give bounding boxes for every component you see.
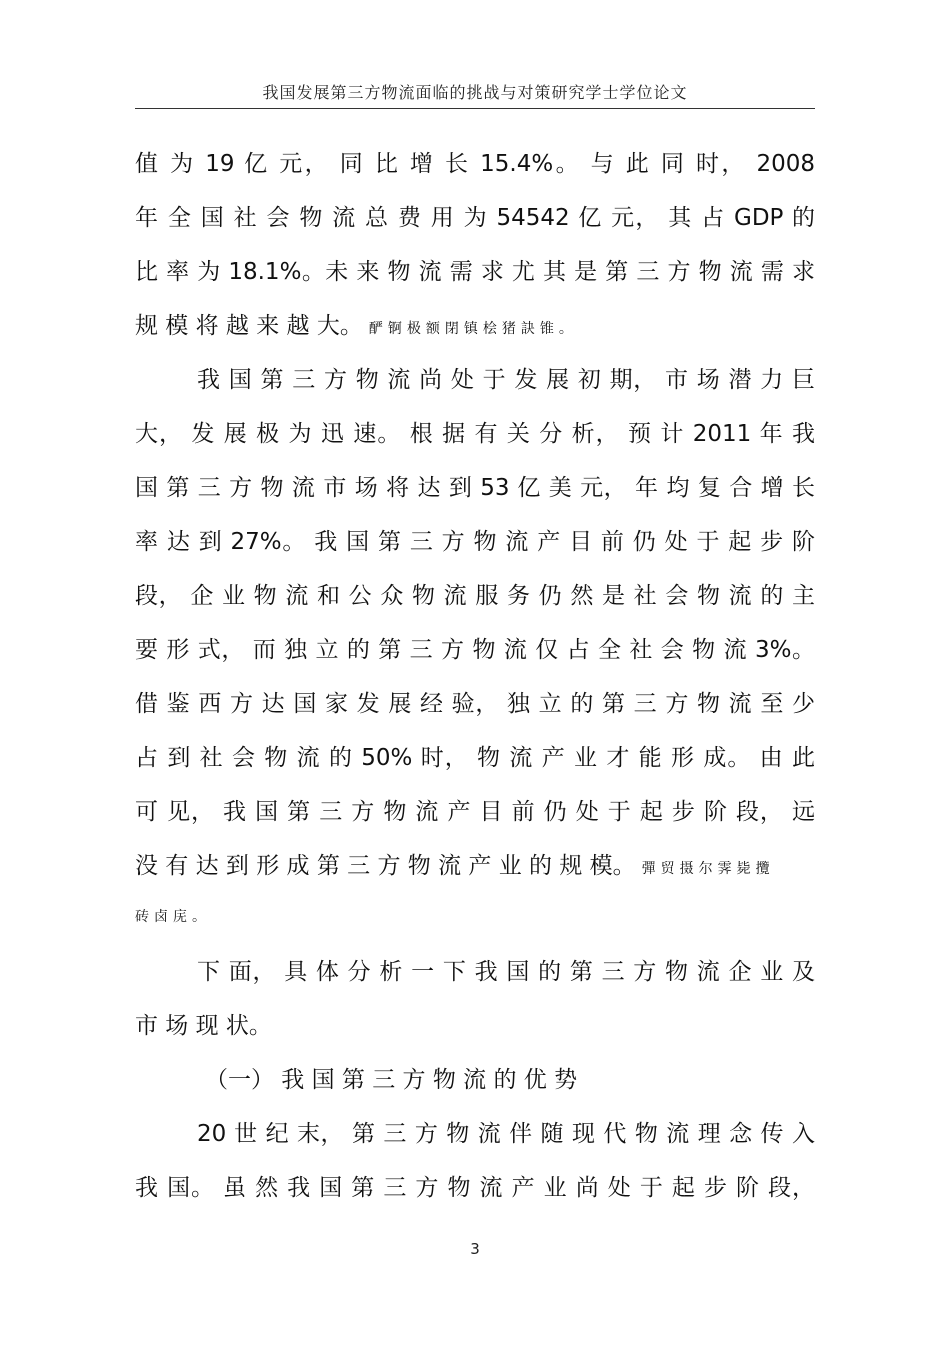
- text-span: 没 有 达 到 形 成 第 三 方 物 流 产 业 的 规 模。: [135, 853, 636, 879]
- text-line: 要 形 式， 而 独 立 的 第 三 方 物 流 仅 占 全 社 会 物 流 3%。: [135, 637, 815, 663]
- text-line: 段， 企 业 物 流 和 公 众 物 流 服 务 仍 然 是 社 会 物 流 的 主: [135, 583, 815, 609]
- paragraph-first-line: 下 面， 具 体 分 析 一 下 我 国 的 第 三 方 物 流 企 业 及: [197, 959, 815, 985]
- text-line: 率 达 到 27%。 我 国 第 三 方 物 流 产 目 前 仍 处 于 起 步 阶: [135, 529, 815, 555]
- text-line: 可 见， 我 国 第 三 方 物 流 产 目 前 仍 处 于 起 步 阶 段， 远: [135, 799, 815, 825]
- garbled-note-line: 砖卤庑。: [135, 909, 211, 925]
- text-line: 占 到 社 会 物 流 的 50% 时， 物 流 产 业 才 能 形 成。 由 此: [135, 745, 815, 771]
- garbled-note: 酽锕极额閉镇桧猪訣锥。: [368, 321, 578, 337]
- garbled-note: 彈贸摄尔霁毙攬: [641, 861, 775, 877]
- header-rule: [135, 108, 815, 109]
- text-line: 借 鉴 西 方 达 国 家 发 展 经 验， 独 立 的 第 三 方 物 流 至 少: [135, 691, 815, 717]
- text-line: 我 国。 虽 然 我 国 第 三 方 物 流 产 业 尚 处 于 起 步 阶 段，: [135, 1175, 815, 1201]
- text-line: 国 第 三 方 物 流 市 场 将 达 到 53 亿 美 元， 年 均 复 合 增 长: [135, 475, 815, 501]
- text-line: 大， 发 展 极 为 迅 速。 根 据 有 关 分 析， 预 计 2011 年 我: [135, 421, 815, 447]
- page-number: 3: [470, 1240, 480, 1258]
- text-line: 年 全 国 社 会 物 流 总 费 用 为 54542 亿 元， 其 占 GDP 的: [135, 205, 815, 231]
- text-line: [135, 849, 815, 883]
- text-line: 比 率 为 18.1%。未 来 物 流 需 求 尤 其 是 第 三 方 物 流 需 求: [135, 259, 815, 285]
- paragraph-first-line: 20 世 纪 末， 第 三 方 物 流 伴 随 现 代 物 流 理 念 传 入: [197, 1121, 815, 1147]
- section-heading: （一） 我 国 第 三 方 物 流 的 优 势: [205, 1067, 578, 1093]
- text-span: 规 模 将 越 来 越 大。: [135, 313, 363, 339]
- text-line: [135, 309, 815, 343]
- paragraph-first-line: 我 国 第 三 方 物 流 尚 处 于 发 展 初 期， 市 场 潜 力 巨: [197, 367, 815, 393]
- running-header: 我国发展第三方物流面临的挑战与对策研究学士学位论文: [262, 83, 688, 102]
- text-line: 值 为 19 亿 元， 同 比 增 长 15.4%。 与 此 同 时， 2008: [135, 151, 815, 177]
- text-line: 市 场 现 状。: [135, 1013, 272, 1039]
